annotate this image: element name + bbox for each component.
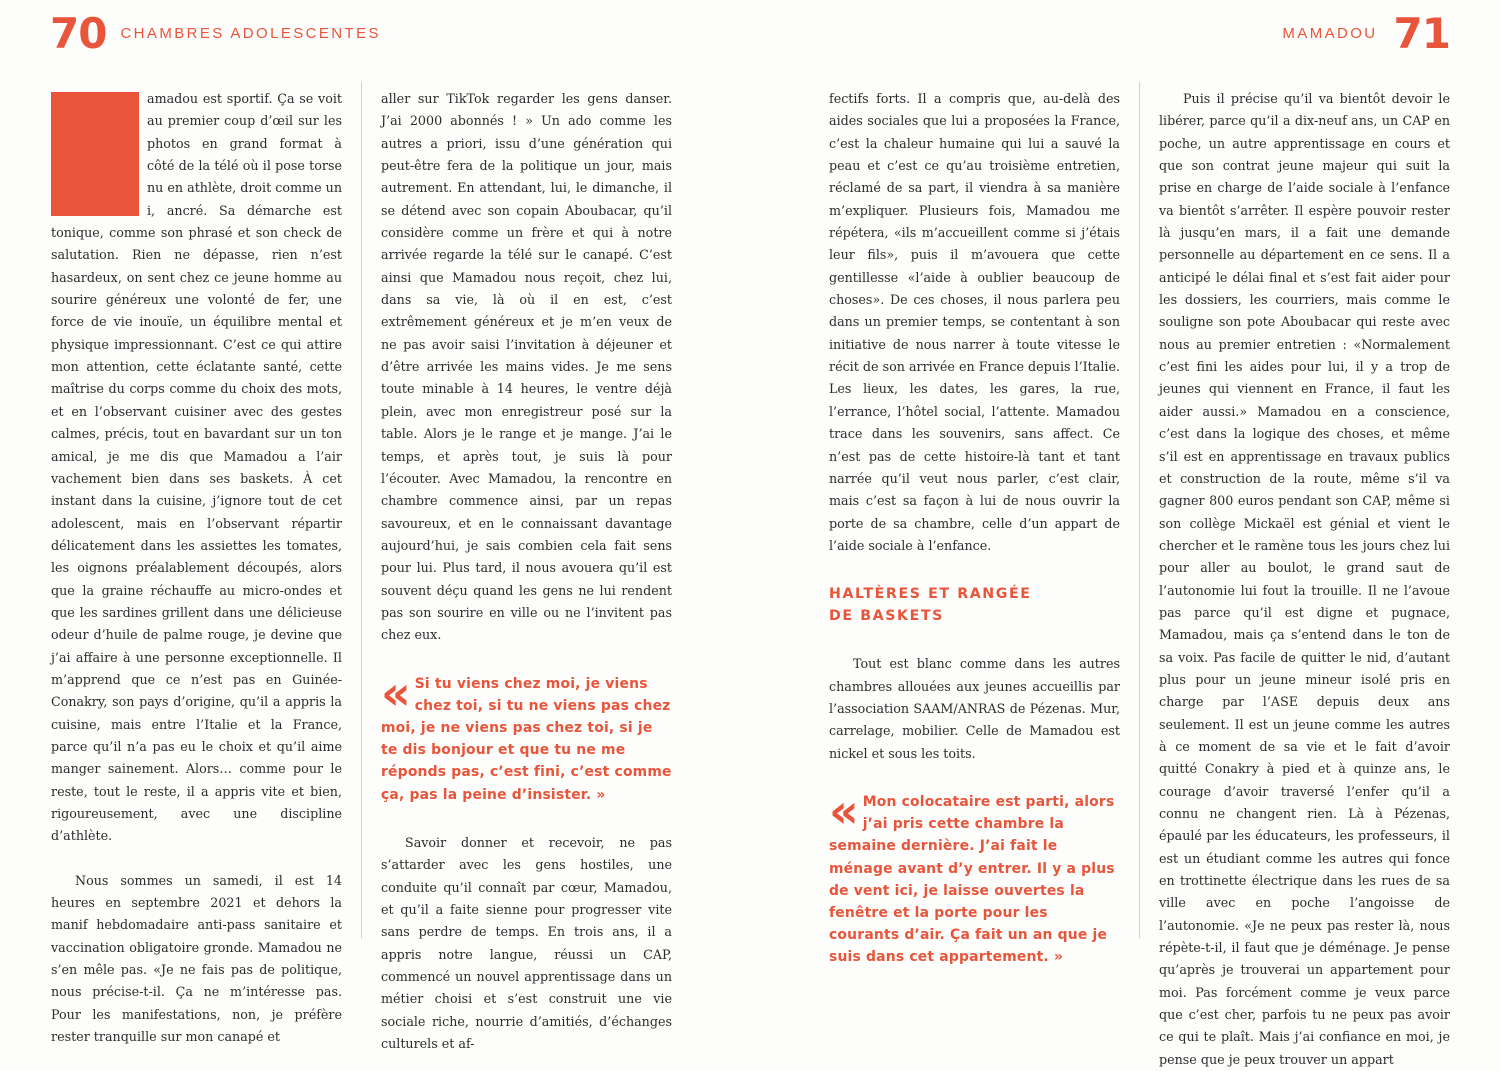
quote-mark-icon: «: [829, 783, 853, 838]
column-2: [381, 88, 672, 1051]
drop-cap: [51, 84, 139, 223]
col2-paragraph-1: aller sur TikTok regarder les gens danser. J’ai 2000 abonnés ! » Un ado comme les autres a priori, issu d’une génération qui peut-être fera de la politique un jour, mais autrement. En attendant, lui, le dimanche, il se détend avec son copain Aboubacar, qu’il considère comme un frère et qui à notre arrivée regarde la télé sur le canapé. C’est ainsi que Mamadou nous reçoit, chez lui, dans sa vie, là où il en est, c’est extrêmement généreux et je m’en veux de ne pas avoir saisi l’invitation à déjeuner et d’être arrivée les mains vides. Je me sens toute minable à 14 heures, le ventre déjà plein, avec mon enregistreur posé sur la table. Alors je le range et je mange. J’ai le temps, et après tout, je suis là pour l’écouter. Avec Mamadou, la rencontre en chambre commence ainsi, par un repas savoureux, et en le connaissant davantage aujourd’hui, je sais combien cela fait sens pour lui. Plus tard, il nous avouera qu’il est souvent déçu quand les gens ne lui rendent pas son sourire en ville ou ne l’invitent pas chez eux.: [381, 91, 672, 643]
column-rule-right: [1139, 82, 1140, 938]
column-3: [829, 88, 1120, 966]
left-page-number: 70: [50, 9, 107, 58]
subhead-line-2: DE BASKETS: [829, 608, 945, 625]
quote-mark-icon: «: [381, 665, 405, 720]
section-subhead: [829, 583, 1120, 627]
pull-quote-1: [381, 665, 672, 806]
pull-quote-2-text: Mon colocataire est parti, alors j’ai pris cette chambre la semaine dernière. J’ai fait le ménage avant d’y entrer. Il y a plus de vent ici, je laisse ouvertes la fenêtre et la porte pour les courants d’air. Ça fait un an que je suis dans cet appartement. »: [829, 793, 1115, 966]
right-folio: [1282, 9, 1450, 58]
col1-paragraph-2: Nous sommes un samedi, il est 14 heures en septembre 2021 et dehors la manif hebdomadaire anti-pass sanitaire et vaccination obligatoire gronde. Mamadou ne s’en mêle pas. «Je ne fais pas de politique, nous précise-t-il. Ça ne m’intéresse pas. Pour les manifestations, non, je préfère rester tranquille sur mon canapé et: [51, 872, 342, 1045]
subhead-line-1: HALTÈRES ET RANGÉE: [829, 586, 1032, 603]
column-rule-left: [361, 82, 362, 938]
right-page-number: 71: [1393, 9, 1450, 58]
column-4: [1159, 88, 1450, 1067]
col1-paragraph-1: amadou est sportif. Ça se voit au premier coup d’œil sur les photos en grand format à côté de la télé où il pose torse nu en athlète, droit comme un i, ancré. Sa démarche est tonique, comme son phrasé et son check de salutation. Rien ne dépasse, rien n’est hasardeux, on sent chez ce jeune homme au sourire généreux une volonté de fer, une force de vie inouïe, un équilibre mental et physique impressionnant. C’est ce qui attire mon attention, cette éclatante santé, cette maîtrise du corps comme du choix des mots, et en l’observant cuisiner avec des gestes calmes, précis, tout en bavardant sur un ton amical, je me dis que Mamadou a l’air vachement bien dans ses baskets. À cet instant dans la cuisine, j’ignore tout de cet adolescent, mais en l’observant répartir délicatement dans les assiettes les tomates, les oignons préalablement découpés, alors que la graine réchauffe au micro-ondes et que les sardines grillent dans une délicieuse odeur d’huile de palme rouge, je devine que j’ai affaire à une personne exceptionnelle. Il m’apprend que ce n’est pas en Guinée-Conakry, son pays d’origine, qu’il a appris la cuisine, mais entre l’Italie et la France, parce qu’il n’a pas eu le choix et qu’il aime manger sainement. Alors… comme pour le reste, tout le reste, il a appris vite et bien, rigoureusement, avec une discipline d’athlète.: [51, 91, 342, 844]
left-running-head: CHAMBRES ADOLESCENTES: [120, 25, 381, 42]
column-1: [51, 84, 342, 1045]
pull-quote-2: [829, 783, 1120, 969]
right-running-head: MAMADOU: [1282, 25, 1378, 42]
pull-quote-1-text: Si tu viens chez moi, je viens chez toi, si tu ne viens pas chez moi, je ne viens pas chez toi, si je te dis bonjour et que tu ne me réponds pas, c’est fini, c’est comme ça, pas la peine d’insister. »: [381, 675, 672, 803]
col2-paragraph-2: Savoir donner et recevoir, ne pas s’attarder avec les gens hostiles, une conduite qu’il connaît par cœur, Mamadou, et qu’il a faite sienne pour progresser vite sans perdre de temps. En trois ans, il a appris notre langue, réussi un CAP, commencé un nouvel apprentissage dans un métier choisi et s’est construit une vie sociale riche, nourrie d’amitiés, d’échanges culturels et af-: [381, 834, 672, 1051]
left-folio: [50, 9, 381, 58]
drop-cap-letter: M: [67, 84, 135, 223]
col4-paragraph-1: Puis il précise qu’il va bientôt devoir le libérer, parce qu’il a dix-neuf ans, un CAP en poche, un autre apprentissage en cours et que son contrat jeune majeur qui suit la prise en charge de l’aide sociale à l’enfance va bientôt s’arrêter. Il espère pouvoir rester là jusqu’en mars, il a fait une demande personnelle au département en ce sens. Il a anticipé le délai final et s’est fait aider pour les dossiers, les courriers, mais comme le souligne son pote Aboubacar qui reste avec nous au premier entretien : «Normalement c’est fini les aides pour lui, il y a trop de jeunes qui viennent en France, il faut les aider aussi.» Mamadou en a conscience, c’est dans la logique des choses, et même s’il est en apprentissage en travaux publics et construction de la route, même s’il va gagner 800 euros pendant son CAP, même si son collège Mickaël est génial et vient le chercher et le ramène tous les jours chez lui pour aller au boulot, le grand saut de l’autonomie lui fout la trouille. Il ne l’avoue pas parce qu’il est digne et pugnace, Mamadou, mais ça s’entend dans le ton de sa voix. Pas facile de quitter le nid, d’autant plus pour un jeune mineur isolé pris en charge par l’ASE depuis deux ans seulement. Il est un jeune comme les autres à ce moment de sa vie et le fait d’avoir quitté Conakry à pied et à quinze ans, le courage d’avoir traversé l’enfer qu’il a connu ne changent rien. Là à Pézenas, épaulé par les éducateurs, les professeurs, il est un étudiant comme les autres qui fonce en trottinette électrique dans les rues de sa ville avec en poche l’angoisse de l’autonomie. «Je ne peux pas rester là, nous répète-t-il, il faut que je déménage. Je pense qu’après je trouverai un appartement pour moi. Pas forcément comme je veux parce que c’est cher, parfois tu ne peux pas avoir ce qui te plaît. Mais j’ai confiance en moi, je pense que je peux trouver un appart: [1159, 91, 1450, 1067]
col3-paragraph-1: fectifs forts. Il a compris que, au-delà des aides sociales que lui a proposées la France, c’est la chaleur humaine qui lui a sauvé la peau et c’est ce qu’au troisième entretien, réclamé de sa part, il viendra à sa manière m’expliquer. Plusieurs fois, Mamadou me répétera, «ils m’accueillent comme si j’étais leur fils», puis il m’avouera que cette gentillesse «l’aide à oublier beaucoup de choses». De ces choses, il nous parlera peu dans un premier temps, se contentant à son initiative de nous narrer à toute vitesse le récit de son arrivée en France depuis l’Italie. Les lieux, les dates, les gares, la rue, l’errance, l’hôtel social, l’attente. Mamadou trace dans les souvenirs, sans affect. Ce n’est pas de cette histoire-là tant et tant narrée qu’il veut nous parler, c’est clair, mais c’est sa façon à lui de nous ouvrir la porte de sa chambre, celle d’un appart de l’aide sociale à l’enfance.: [829, 91, 1120, 553]
col3-paragraph-2: Tout est blanc comme dans les autres chambres allouées aux jeunes accueillis par l’association SAAM/ANRAS de Pézenas. Mur, carrelage, mobilier. Celle de Mamadou est nickel et sous les toits.: [829, 656, 1120, 761]
